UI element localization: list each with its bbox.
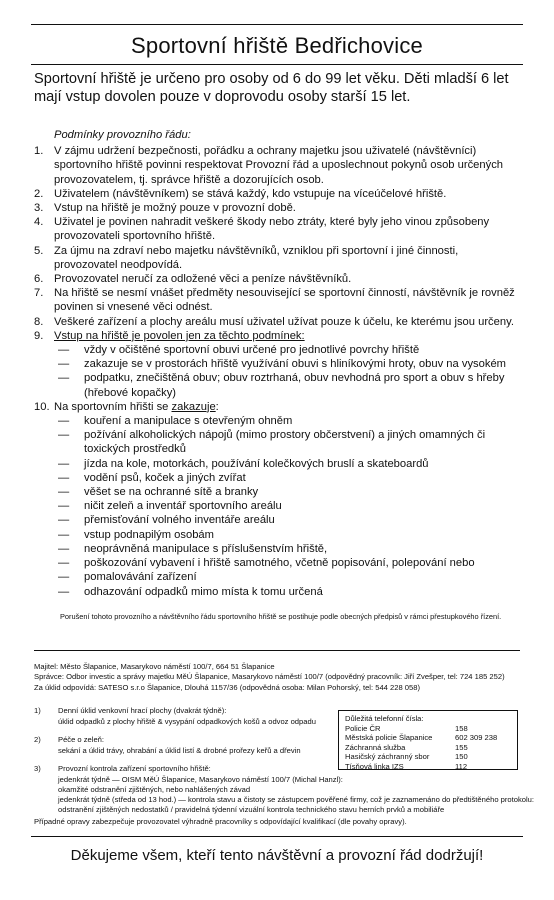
rule-item-1 [34,144,520,187]
note-number: 3) [34,764,41,773]
phone-row [345,733,511,743]
note-title: Denní úklid venkovní hrací plochy (dvakrát týdně): [58,706,227,715]
rule-text-after: : [215,400,219,413]
rule-number: 2. [34,187,44,200]
rule-text: Provozovatel neručí za odložené věci a peníze návštěvníků. [54,273,352,286]
sub-item [58,513,520,527]
cleaning-line: Za úklid odpovídá: SATESO s.r.o Šlapanice, Dlouhá 1157/36 (odpovědná osoba: Milan Pohorský, tel: 544 228 058) [34,682,420,692]
organization-info [34,662,520,693]
sub-item [58,357,520,371]
phone-row [345,743,511,753]
note-title: Provozní kontrola zařízení sportovního hřiště: [58,764,211,773]
owner-line: Majitel: Město Šlapanice, Masarykovo náměstí 100/7, 664 51 Šlapanice [34,662,275,671]
phone-number: 158 [455,723,468,733]
sub-item-text: ničit zeleň a inventář sportovního areálu [84,500,282,513]
sub-item-text: zakazuje se v prostorách hřiště využívání obuvi s hliníkovými hroty, obuv na vysokém [84,358,506,371]
sub-item-text: odhazování odpadků mimo místa k tomu určená [84,585,323,598]
note-line: úklid odpadků z plochy hřiště & vysypání odpadkových košů a odvoz odpadu [58,717,316,726]
note-line: okamžité odstranění zjištěných, nebo nahlášených závad [58,785,251,794]
dash-bullet: — [58,585,70,598]
sub-item [58,570,520,584]
note-title: Péče o zeleň: [58,735,105,744]
sub-item-text: jízda na kole, motorkách, používání kolečkových bruslí a skateboardů [84,457,429,470]
rule-number: 4. [34,216,44,229]
sub-item [58,428,520,456]
rule-number: 9. [34,329,44,342]
phone-number: 602 309 238 [455,733,498,743]
sub-item-text: kouření a manipulace s otevřeným ohněm [84,415,293,428]
maintenance-note-2 [34,735,348,756]
sub-item [58,471,520,485]
note-line: jedenkrát týdně (středa od 13 hod.) — kontrola stavu a čistoty se zástupcem pověřené firmy, což je zaznamenáno do předtištěného protokolu: [58,795,534,804]
sub-item-text: neoprávněná manipulace s příslušenstvím hřiště, [84,542,328,555]
rule-text: V zájmu udržení bezpečnosti, pořádku a ochrany majetku jsou uživatelé (návštěvníci) sportovního hřiště povinni respektovat Provozní řád a uposlechnout pokynů osob určených provozovatelem, tj. správce hřiště a dozorujících osob. [54,145,504,186]
phone-number: 155 [455,742,468,752]
intro-text: Sportovní hřiště je určeno pro osoby od 6 do 99 let věku. Děti mladší 6 let mají vstup dovolen pouze v doprovodu osoby starší 15 let. [34,71,509,105]
rule-text: Na hřiště se nesmí vnášet předměty nesouvisející se sportovní činností, návštěvník je rovněž povinen si vnesené věci odnést. [54,287,515,314]
dash-bullet: — [58,358,70,371]
rule-text: Uživatel je povinen nahradit veškeré škody nebo ztráty, které byly jeho vinou způsobeny provozovateli sportovního hřiště. [54,216,490,243]
thanks-message: Děkujeme všem, kteří tento návštěvní a provozní řád dodržují! [70,847,484,864]
sub-item-text: vodění psů, koček a jiných zvířat [84,471,246,484]
rule-text: Vstup na hřiště je možný pouze v provozní době. [54,202,296,215]
penalty-note: Porušení tohoto provozního a návštěvního řádu sportovního hřiště se postihuje podle obecných předpisů v rámci přestupkového řízení. [60,612,502,621]
admin-line: Správce: Odbor investic a správy majetku MěÚ Šlapanice, Masarykovo náměstí 100/7 (odpovědný pracovník: Jiří Zvešper, tel: 724 185 252) [34,672,505,682]
phone-row [345,724,511,734]
rule-number: 10. [34,400,50,413]
rules-heading: Podmínky provozního řádu: [54,129,191,141]
phone-numbers-box [338,710,518,770]
dash-bullet: — [58,471,70,484]
title-rule [31,64,523,65]
rule-number: 1. [34,145,44,158]
rules-section [34,128,520,599]
rule-item-10 [34,400,520,414]
rule-number: 8. [34,315,44,328]
sub-item-text: vždy v očištěné sportovní obuvi určené pro jednotlivé povrchy hřiště [84,344,420,357]
rule-text: Uživatelem (návštěvníkem) se stává každý, kdo vstupuje na víceúčelové hřiště. [54,187,447,200]
rule-number: 7. [34,287,44,300]
page-title: Sportovní hřiště Bedřichovice [131,33,423,58]
sub-item-text: požívání alkoholických nápojů (mimo prostory občerstvení) a jiných omamných či toxických prostředků [84,429,486,456]
phone-number: 112 [455,761,468,771]
rule-text: Veškeré zařízení a plochy areálu musí uživatel užívat pouze k účelu, ke kterému jsou určeny. [54,315,514,328]
sub-item-text: přemisťování volného inventáře areálu [84,514,275,527]
rule-number: 5. [34,244,44,257]
sub-item [58,414,520,428]
rule-item-5 [34,244,520,272]
note-number: 2) [34,735,41,744]
rule-item-3 [34,201,520,215]
dash-bullet: — [58,486,70,499]
dash-bullet: — [58,372,70,385]
dash-bullet: — [58,557,70,570]
org-rule [34,650,520,651]
maintenance-note-1 [34,706,348,727]
sub-item [58,528,520,542]
rule-text-underlined: zakazuje [171,400,216,413]
sub-item [58,371,520,399]
note-line: sekání a úklid trávy, ohrabání a úklid listí & drobné prořezy keřů a dřevin [58,746,301,755]
phone-number: 150 [455,752,468,762]
sub-item [58,499,520,513]
rule-item-8 [34,315,520,329]
rule-item-6 [34,272,520,286]
dash-bullet: — [58,415,70,428]
rule-item-7 [34,286,520,314]
phone-label: Městská policie Šlapanice [345,733,433,743]
sub-item [58,542,520,556]
phone-label: Tísňová linka IZS [345,761,404,771]
sub-item [58,556,520,570]
sub-item [58,343,520,357]
dash-bullet: — [58,500,70,513]
footer-rule [31,836,523,837]
dash-bullet: — [58,528,70,541]
rule-item-4 [34,215,520,243]
phone-row [345,752,511,762]
phone-label: Záchranná služba [345,742,406,752]
phones-title: Důležitá telefonní čísla: [345,714,424,723]
rule-text-before: Na sportovním hřišti se [54,400,172,413]
phone-label: Hasičský záchranný sbor [345,752,430,762]
note-line: odstranění zjištěných nedostatků / pravidelná týdenní vizuální kontrola technického stavu herních prvků a mobiliáře [58,805,445,814]
rule-item-2 [34,187,520,201]
repair-note: Případné opravy zabezpečuje provozovatel výhradně pracovníky s odpovídající kvalifikací (dle povahy opravy). [34,817,407,826]
dash-bullet: — [58,571,70,584]
note-line: jedenkrát týdně — OISM MěÚ Šlapanice, Masarykovo náměstí 100/7 (Michal Hanzl): [58,775,343,784]
sub-item-text: podpatku, znečištěná obuv; obuv roztrhaná, obuv nevhodná pro sport a obuv s hřeby (hřebové kopačky) [84,372,505,399]
sub-item [58,457,520,471]
dash-bullet: — [58,542,70,555]
note-number: 1) [34,706,41,715]
rule-text: Za újmu na zdraví nebo majetku návštěvníků, vzniklou při sportovní i jiné činnosti, provozovatel neodpovídá. [54,244,459,271]
rule-number: 6. [34,273,44,286]
rule-item-9 [34,329,520,343]
top-rule [31,24,523,25]
phone-label: Policie ČR [345,723,381,733]
sub-item [58,485,520,499]
rule-text: Vstup na hřiště je povolen jen za těchto podmínek: [54,329,305,342]
phone-row [345,762,511,772]
maintenance-note-3 [34,761,538,815]
sub-item-text: věšet se na ochranné sítě a branky [84,486,259,499]
sub-item-text: poškozování vybavení i hřiště samotného, včetně popisování, polepování nebo [84,557,475,570]
rule-number: 3. [34,202,44,215]
sub-item-text: vstup podnapilým osobám [84,528,214,541]
dash-bullet: — [58,514,70,527]
dash-bullet: — [58,457,70,470]
dash-bullet: — [58,429,70,442]
sub-item [58,585,520,599]
dash-bullet: — [58,344,70,357]
sub-item-text: pomalovávání zařízení [84,571,197,584]
